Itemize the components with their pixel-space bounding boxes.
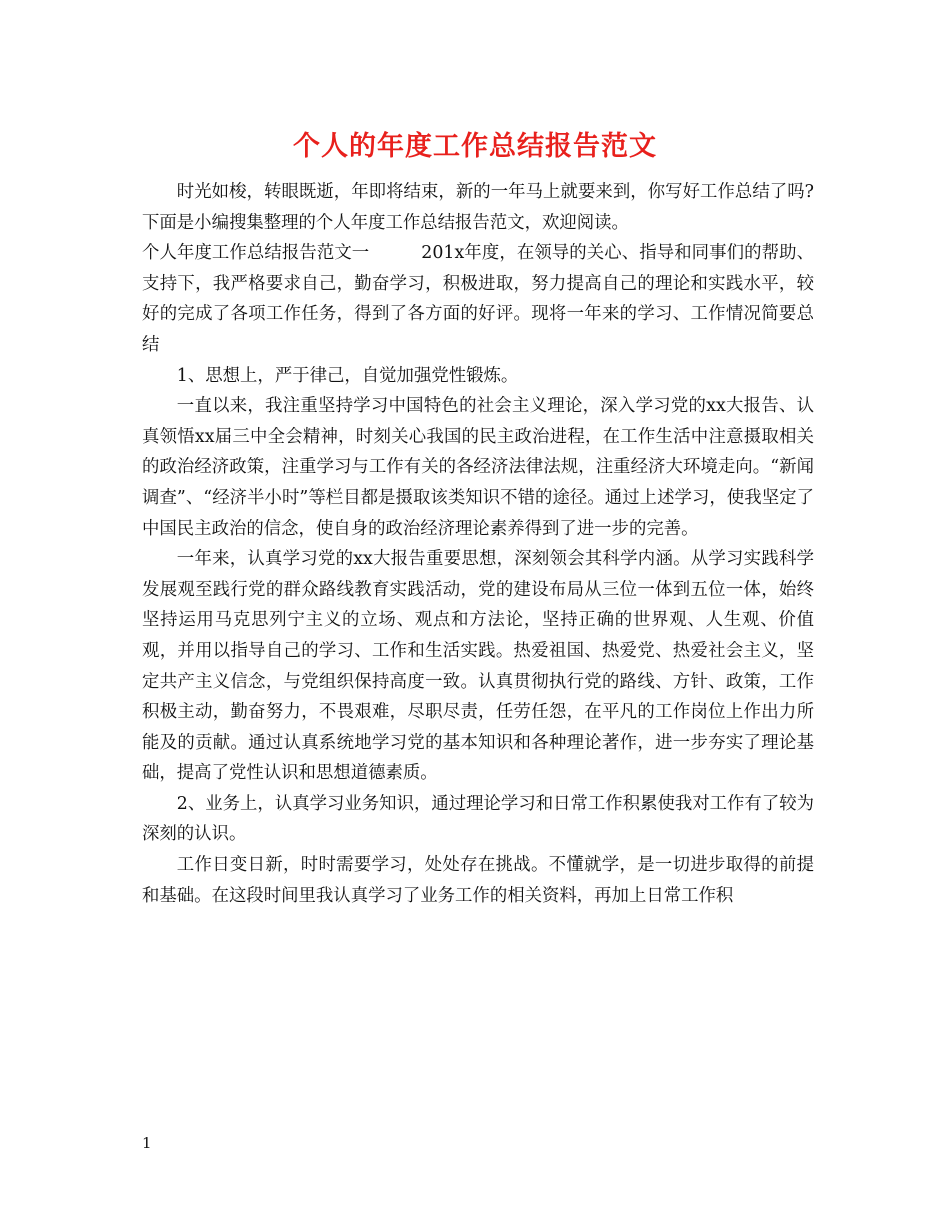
- paragraph-section-one: [142, 238, 814, 360]
- section-heading: 个人年度工作总结报告范文一: [142, 243, 370, 264]
- document-body: [142, 177, 814, 911]
- paragraph-year-review: 一年来，认真学习党的xx大报告重要思想，深刻领会其科学内涵。从学习实践科学发展观至践行党的群众路线教育实践活动，党的建设布局从三位一体到五位一体，始终坚持运用马克思列宁主义的立场、观点和方法论，坚持正确的世界观、人生观、价值观，并用以指导自己的学习、工作和生活实践。热爱祖国、热爱党、热爱社会主义，坚定共产主义信念，与党组织保持高度一致。认真贯彻执行党的路线、方针、政策，工作积极主动，勤奋努力，不畏艰难，尽职尽责，任劳任怨，在平凡的工作岗位上作出力所能及的贡献。通过认真系统地学习党的基本知识和各种理论著作，进一步夯实了理论基础，提高了党性认识和思想道德素质。: [142, 549, 814, 784]
- paragraph-intro: 时光如梭，转眼既逝，年即将结束，新的一年马上就要来到，你写好工作总结了吗?下面是小编搜集整理的个人年度工作总结报告范文，欢迎阅读。: [142, 182, 814, 233]
- paragraph-point-two: 2、业务上，认真学习业务知识，通过理论学习和日常工作积累使我对工作有了较为深刻的认识。: [142, 793, 814, 845]
- paragraph-section-one-text: 201x年度，在领导的关心、指导和同事们的帮助、支持下，我严格要求自己，勤奋学习，积极进取，努力提高自己的理论和实践水平，较好的完成了各项工作任务，得到了各方面的好评。现将一年来的学习、工作情况简要总结: [142, 243, 814, 355]
- paragraph-study: 一直以来，我注重坚持学习中国特色的社会主义理论，深入学习党的xx大报告、认真领悟xx届三中全会精神，时刻关心我国的民主政治进程，在工作生活中注意摄取相关的政治经济政策，注重学习与工作有关的各经济法律法规，注重经济大环境走向。“新闻调查”、“经济半小时”等栏目都是摄取该类知识不错的途径。通过上述学习，使我坚定了中国民主政治的信念，使自身的政治经济理论素养得到了进一步的完善。: [142, 396, 814, 539]
- page-title: 个人的年度工作总结报告范文: [293, 131, 657, 162]
- paragraph-work-learning: 工作日变日新，时时需要学习，处处存在挑战。不懂就学，是一切进步取得的前提和基础。在这段时间里我认真学习了业务工作的相关资料，再加上日常工作积: [142, 855, 814, 906]
- paragraph-point-one: 1、思想上，严于律己，自觉加强党性锻炼。: [176, 365, 519, 386]
- page-number: 1: [142, 1134, 152, 1152]
